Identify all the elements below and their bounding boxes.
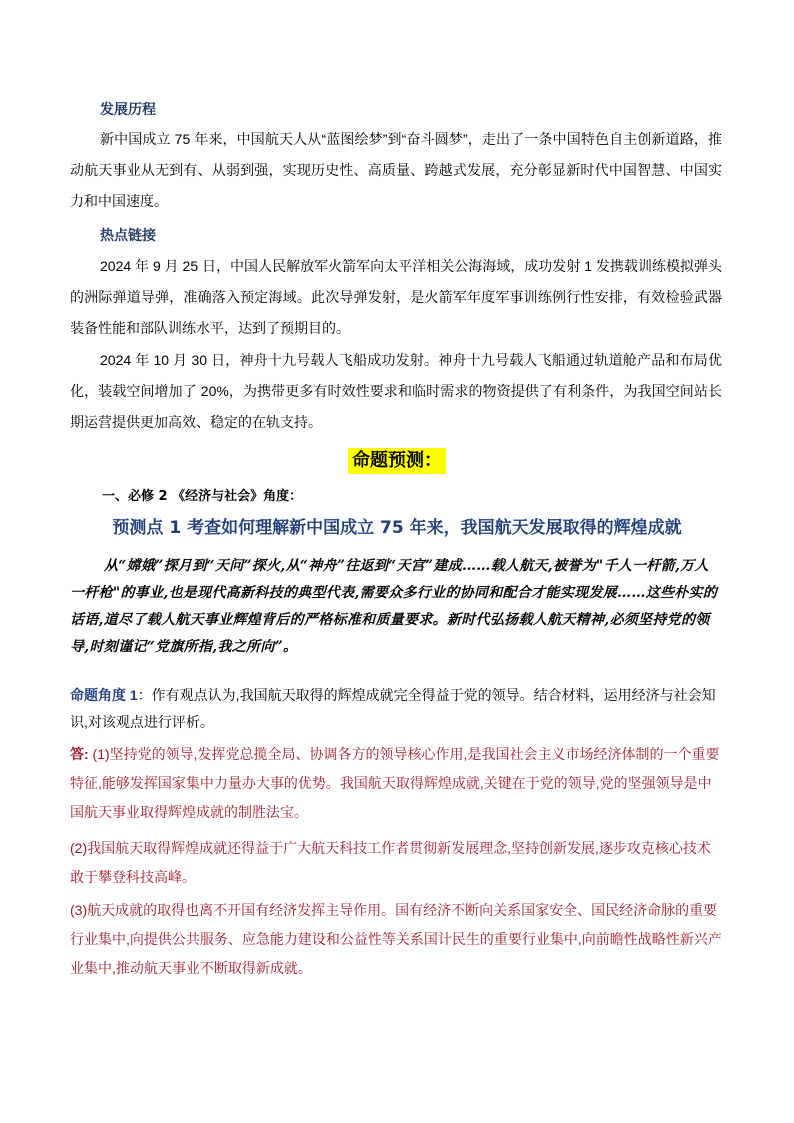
answer-point-1-text: (1)坚持党的领导,发挥党总揽全局、协调各方的领导核心作用,是我国社会主义市场经济体制的一个重要特征,能够发挥国家集中力量办大事的优势。我国航天取得辉煌成就,关键在于党的领导,党的坚强领导是中国航天事业取得辉煌成就的制胜法宝。 (70, 746, 720, 820)
hotspot-paragraph-2: 2024 年 10 月 30 日，神舟十九号载人飞船成功发射。神舟十九号载人飞船通过轨道舱产品和布局优化，装载空间增加了 20%，为携带更多有时效性要求和临时需求的物资提供了有利条件，为我国空间站长期运营提供更加高效、稳定的在轨支持。 (70, 352, 722, 430)
hotspot-paragraph-1: 2024 年 9 月 25 日，中国人民解放军火箭军向太平洋相关公海海域，成功发射 1 发携载训练模拟弹头的洲际弹道导弹，准确落入预定海域。此次导弹发射，是火箭军年度军事训练例行性安排，有效检验武器装备性能和部队训练水平，达到了预期目的。 (70, 258, 722, 336)
history-paragraph: 新中国成立 75 年来，中国航天人从“蓝图绘梦”到“奋斗圆梦”，走出了一条中国特色自主创新道路，推动航天事业从无到有、从弱到强，实现历史性、高质量、跨越式发展，充分彰显新时代中国智慧、中国实力和中国速度。 (70, 131, 722, 209)
hotspot-heading: 热点链接 (100, 228, 156, 244)
answer-point-1 (70, 740, 722, 827)
history-heading: 发展历程 (100, 102, 156, 118)
material-quote: 从“嫦娥”探月到“天问”探火,从“神舟”往返到“天宫”建成……载人航天,被誉为"千人一杆箭,万人一杆枪"的事业,也是现代高新科技的典型代表,需要众多行业的协同和配合才能实现发展……这些朴实的话语,道尽了载人航天事业辉煌背后的严格标准和质量要求。新时代弘扬载人航天精神,必须坚持党的领导,时刻谨记“党旗所指,我之所向”。 (70, 558, 718, 655)
answer-point-3: (3)航天成就的取得也离不开国有经济发挥主导作用。国有经济不断向关系国家安全、国民经济命脉的重要行业集中,向提供公共服务、应急能力建设和公益性等关系国计民生的重要行业集中,向前瞻性战略性新兴产业集中,推动航天事业不断取得新成就。 (70, 902, 722, 976)
answer-point-2: (2)我国航天取得辉煌成就还得益于广大航天科技工作者贯彻新发展理念,坚持创新发展,逐步攻克核心技术敢于攀登科技高峰。 (70, 840, 711, 885)
prediction-banner: 命题预测： (348, 448, 446, 474)
question-block (70, 682, 722, 736)
question-label: 命题角度 1 (70, 687, 138, 703)
section-title: 一、必修 2 《经济与社会》角度： (102, 489, 303, 504)
question-text: ：作有观点认为,我国航天取得的辉煌成就完全得益于党的领导。结合材料，运用经济与社会知识,对该观点进行评析。 (70, 687, 716, 730)
banner-wrap (0, 448, 794, 474)
prediction-title: 预测点 1 考查如何理解新中国成立 75 年来，我国航天发展取得的辉煌成就 (112, 518, 682, 538)
answer-label: 答: (70, 746, 89, 762)
